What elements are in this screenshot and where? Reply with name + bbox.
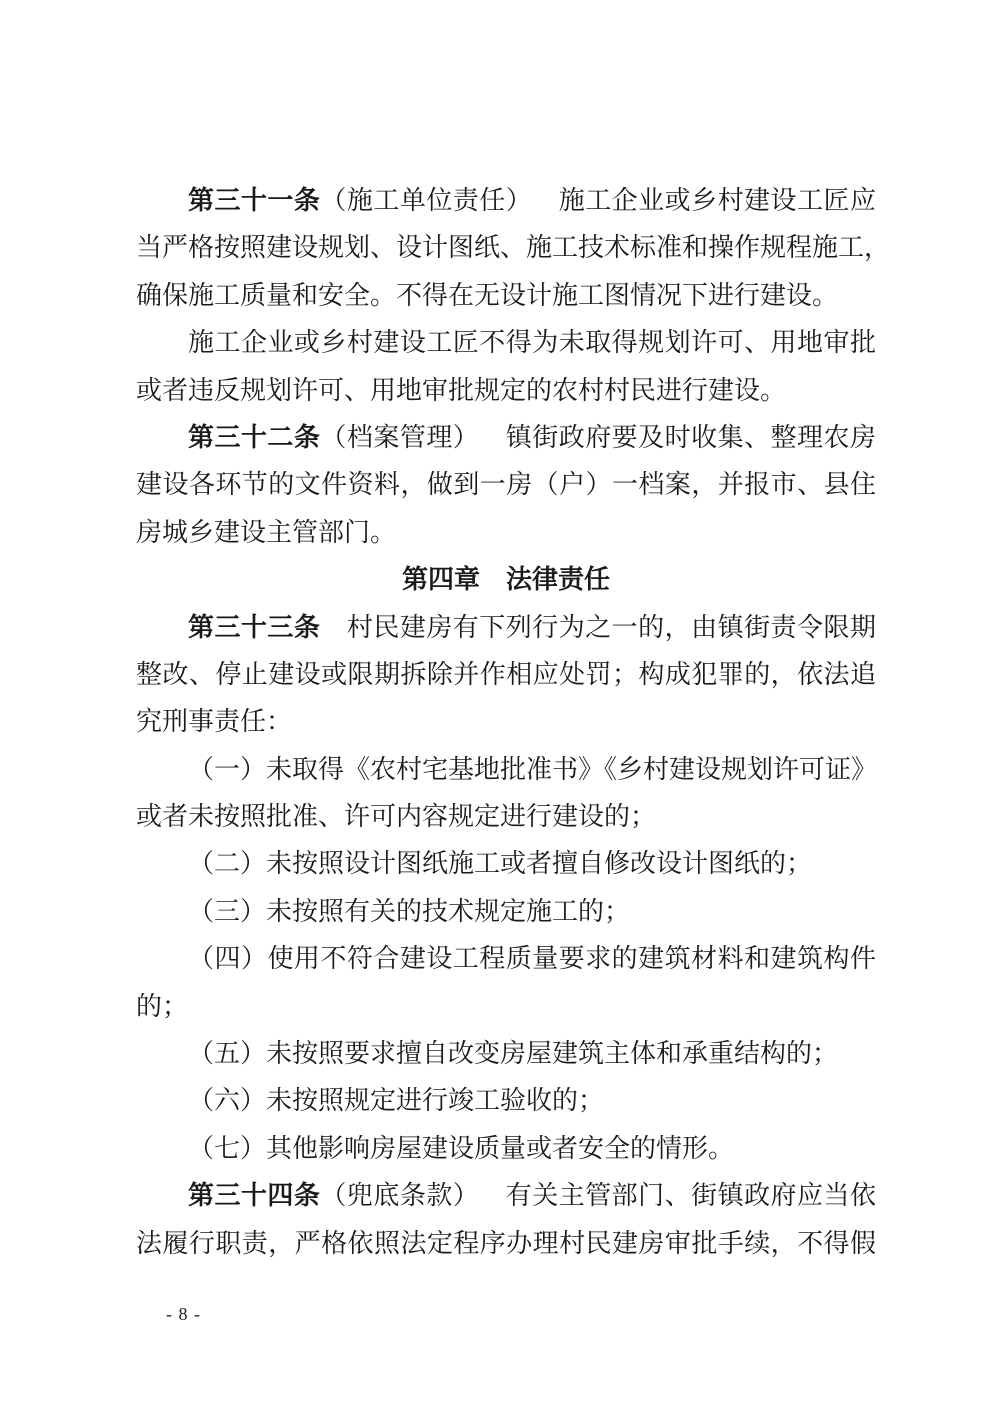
article-33-item-4-line-1: （四）使用不符合建设工程质量要求的建筑材料和建筑构件	[188, 944, 876, 975]
article-33-item-6: （六）未按照规定进行竣工验收的；	[188, 1086, 605, 1117]
chapter-heading	[136, 557, 876, 604]
article-34-subtitle: （兜底条款）	[320, 1181, 480, 1212]
article-34-line-2: 法履行职责，严格依照法定程序办理村民建房审批手续，不得假	[136, 1228, 876, 1259]
article-31-line-3: 确保施工质量和安全。不得在无设计施工图情况下进行建设。	[136, 280, 839, 311]
article-33-item-5: （五）未按照要求擅自改变房屋建筑主体和承重结构的；	[188, 1039, 839, 1070]
article-32-text: 镇街政府要及时收集、整理农房	[505, 422, 876, 453]
article-33-text: 村民建房有下列行为之一的，由镇街责令限期	[346, 612, 876, 643]
article-32-line-1	[136, 415, 876, 462]
article-31-line-2: 当严格按照建设规划、设计图纸、施工技术标准和操作规程施工，	[136, 233, 891, 264]
article-31-para2-line-2: 或者违反规划许可、用地审批规定的农村村民进行建设。	[136, 375, 787, 406]
chapter-title: 法律责任	[506, 565, 611, 596]
article-33-line-3: 究刑事责任：	[136, 707, 293, 738]
article-31-line-1	[136, 178, 876, 225]
article-33-item-1-line-1: （一）未取得《农村宅基地批准书》《乡村建设规划许可证》	[188, 754, 878, 785]
article-32-line-2: 建设各环节的文件资料，做到一房（户）一档案，并报市、县住	[136, 470, 876, 501]
article-32-line-3: 房城乡建设主管部门。	[136, 517, 397, 548]
chapter-number: 第四章	[401, 565, 480, 596]
article-33-title: 第三十三条	[188, 612, 321, 643]
article-33-item-1-line-2: 或者未按照批准、许可内容规定进行建设的；	[136, 802, 657, 833]
article-32-title: 第三十二条	[188, 422, 321, 453]
article-33-item-7: （七）其他影响房屋建设质量或者安全的情形。	[188, 1133, 735, 1164]
article-33-item-4-line-2: 的；	[136, 991, 189, 1022]
article-33-item-2: （二）未按照设计图纸施工或者擅自修改设计图纸的；	[188, 849, 813, 880]
article-33-item-3: （三）未按照有关的技术规定施工的；	[188, 896, 631, 927]
article-33-line-2: 整改、停止建设或限期拆除并作相应处罚；构成犯罪的，依法追	[136, 659, 876, 690]
article-34-title: 第三十四条	[188, 1181, 321, 1212]
article-31-text: 施工企业或乡村建设工匠应	[558, 186, 876, 216]
article-34-text: 有关主管部门、街镇政府应当依	[505, 1181, 876, 1212]
article-31-para2-line-1: 施工企业或乡村建设工匠不得为未取得规划许可、用地审批	[188, 328, 876, 359]
document-body	[136, 178, 891, 1268]
article-31-subtitle: （施工单位责任）	[320, 186, 533, 216]
page-number: - 8 -	[166, 1304, 201, 1324]
article-32-subtitle: （档案管理）	[320, 422, 480, 453]
article-31-title: 第三十一条	[188, 186, 321, 216]
article-33-line-1	[136, 605, 876, 652]
article-34-line-1	[136, 1173, 876, 1220]
